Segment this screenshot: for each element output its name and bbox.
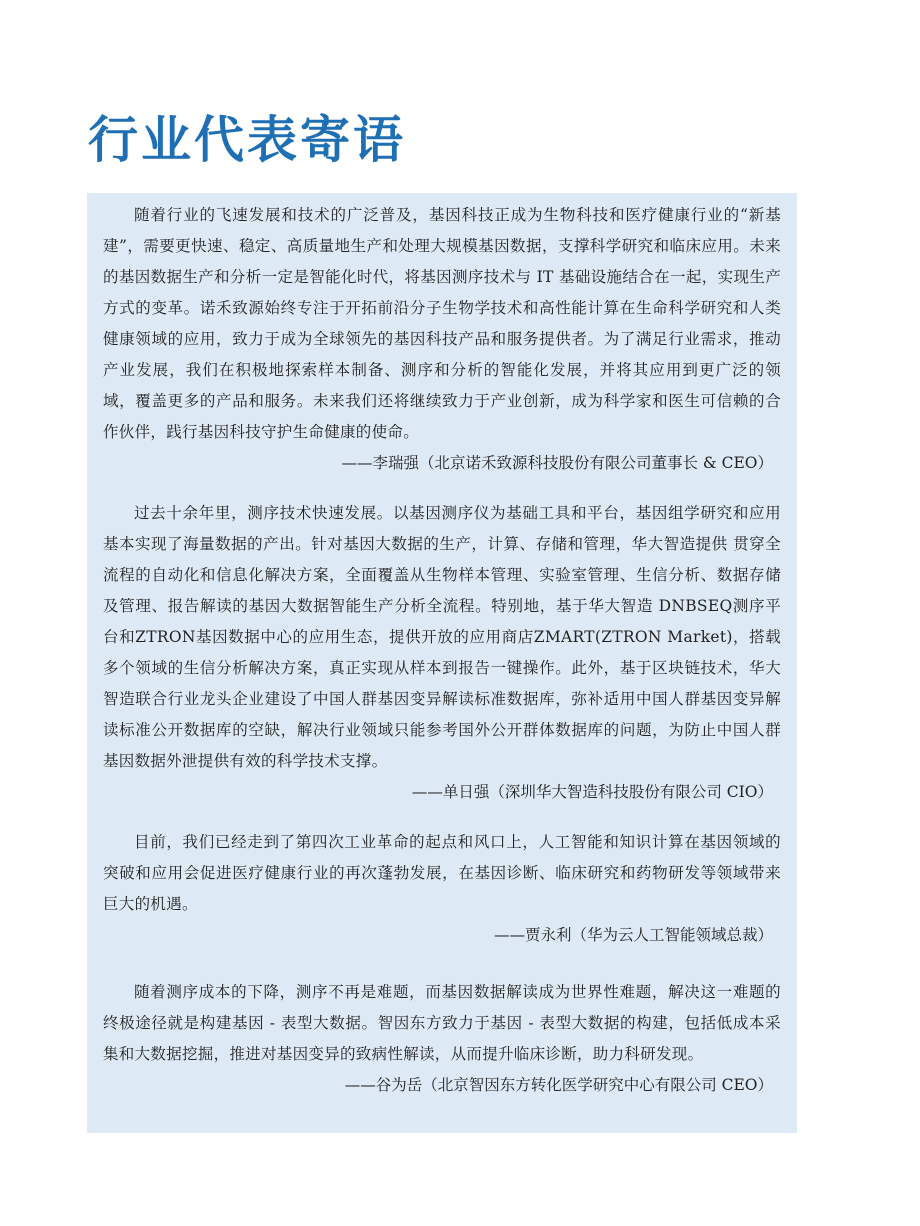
quote-signature: ——单日强（深圳华大智造科技股份有限公司 CIO） bbox=[411, 783, 773, 801]
quote-block bbox=[103, 977, 781, 1101]
quote-body: 过去十余年里，测序技术快速发展。以基因测序仪为基础工具和平台，基因组学研究和应用基本实现了海量数据的产出。针对基因大数据的生产，计算、存储和管理，华大智造提供 贯穿全流程的自动化和信息化解决方案，全面覆盖从生物样本管理、实验室管理、生信分析、数据存储及管理、报告解读的基因大数据智能生产分析全流程。特别地，基于华大智造 DNBSEQ测序平台和ZTRON基因数据中心的应用生态，提供开放的应用商店ZMART(ZTRON Market)，搭载多个领域的生信分析解决方案，真正实现从样本到报告一键操作。此外，基于区块链技术，华大智造联合行业龙头企业建设了中国人群基因变异解读标准数据库，弥补适用中国人群基因变异解读标准公开数据库的空缺，解决行业领域只能参考国外公开群体数据库的问题，为防止中国人群基因数据外泄提供有效的科学技术支撑。 bbox=[103, 504, 781, 770]
quote-signature: ——李瑞强（北京诺禾致源科技股份有限公司董事长 & CEO） bbox=[341, 454, 773, 472]
quote-body: 目前，我们已经走到了第四次工业革命的起点和风口上，人工智能和知识计算在基因领域的突破和应用会促进医疗健康行业的再次蓬勃发展，在基因诊断、临床研究和药物研发等领域带来巨大的机遇。 bbox=[103, 833, 781, 913]
page-title: 行业代表寄语 bbox=[88, 111, 406, 169]
quotes-panel bbox=[87, 193, 797, 1133]
quote-signature: ——谷为岳（北京智因东方转化医学研究中心有限公司 CEO） bbox=[344, 1076, 773, 1094]
quote-block bbox=[103, 498, 781, 808]
quote-body: 随着测序成本的下降，测序不再是难题，而基因数据解读成为世界性难题，解决这一难题的终极途径就是构建基因 - 表型大数据。智因东方致力于基因 - 表型大数据的构建，包括低成本采集和大数据挖掘，推进对基因变异的致病性解读，从而提升临床诊断，助力科研发现。 bbox=[103, 983, 781, 1063]
quote-body: 随着行业的飞速发展和技术的广泛普及，基因科技正成为生物科技和医疗健康行业的“新基建”，需要更快速、稳定、高质量地生产和处理大规模基因数据，支撑科学研究和临床应用。未来的基因数据生产和分析一定是智能化时代，将基因测序技术与 IT 基础设施结合在一起，实现生产方式的变革。诺禾致源始终专注于开拓前沿分子生物学技术和高性能计算在生命科学研究和人类健康领域的应用，致力于成为全球领先的基因科技产品和服务提供者。为了满足行业需求，推动产业发展，我们在积极地探索样本制备、测序和分析的智能化发展，并将其应用到更广泛的领域，覆盖更多的产品和服务。未来我们还将继续致力于产业创新，成为科学家和医生可信赖的合作伙伴，践行基因科技守护生命健康的使命。 bbox=[103, 206, 781, 441]
quote-block bbox=[103, 200, 781, 479]
quote-block bbox=[103, 827, 781, 951]
quote-signature: ——贾永利（华为云人工智能领域总裁） bbox=[493, 926, 773, 944]
